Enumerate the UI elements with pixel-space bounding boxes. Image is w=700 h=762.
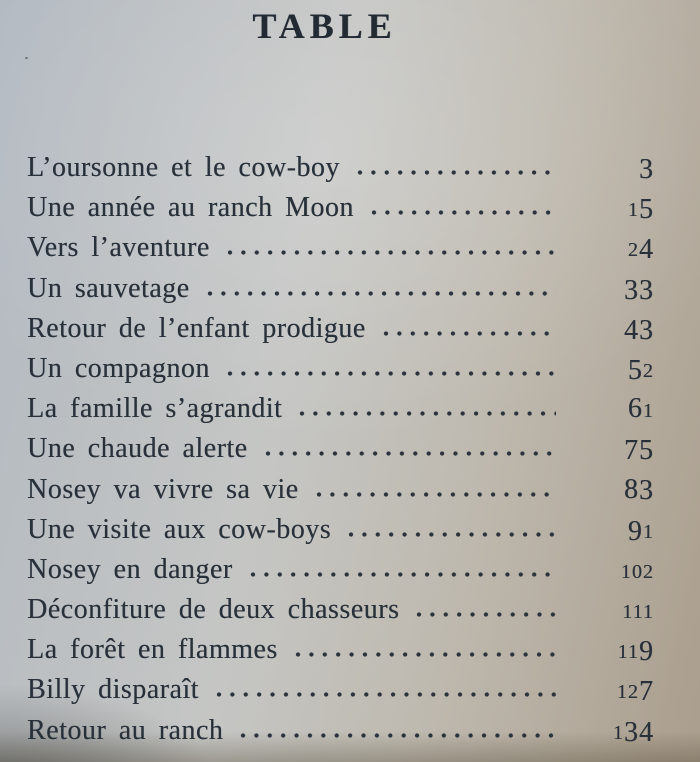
dot-leader — [209, 675, 556, 705]
dot-leader — [292, 394, 556, 424]
dot-leader — [376, 314, 556, 344]
toc-entry-title: Un compagnon — [27, 352, 210, 384]
toc-entry-title: Une année au ranch Moon — [27, 192, 354, 224]
toc-entry-title: La forêt en flammes — [27, 634, 278, 666]
page-title: TABLE — [252, 6, 397, 46]
toc-page-number: 52 — [627, 354, 654, 386]
dot-leader — [409, 595, 556, 625]
toc-page-number: 111 — [622, 601, 654, 624]
toc-page-number: 91 — [627, 515, 654, 547]
toc-row — [27, 515, 654, 555]
toc-page-number: 127 — [616, 676, 654, 708]
toc-entry-title: Vers l’aventure — [27, 232, 210, 264]
toc-page-number: 102 — [620, 560, 654, 583]
toc-page-number: 3 — [639, 153, 654, 185]
toc-page-number: 75 — [624, 435, 654, 467]
toc-row — [27, 555, 654, 595]
dot-leader — [220, 233, 556, 263]
dot-leader — [233, 716, 556, 746]
toc-row — [27, 434, 654, 474]
toc-row — [27, 153, 654, 193]
toc-entry-title: Nosey en danger — [27, 553, 233, 585]
dot-leader — [350, 153, 556, 183]
dot-leader — [288, 635, 556, 665]
toc-row — [27, 595, 654, 635]
toc-entry-title: Nosey va vivre sa vie — [27, 473, 299, 505]
toc-row — [27, 635, 654, 675]
toc-entry-title: La famille s’agrandit — [27, 393, 283, 425]
toc-entry-title: Billy disparaît — [27, 674, 199, 706]
toc-page-number: 83 — [624, 473, 654, 507]
paper-speck — [25, 57, 28, 59]
toc-row — [27, 675, 654, 715]
toc-row — [27, 193, 654, 233]
dot-leader — [220, 354, 556, 384]
toc-page-number: 43 — [624, 314, 654, 346]
toc-row — [27, 716, 654, 756]
toc-page-number: 119 — [617, 636, 654, 668]
toc-row — [27, 274, 654, 314]
toc-row — [27, 314, 654, 354]
toc-entry-title: Une chaude alerte — [27, 433, 248, 465]
dot-leader — [200, 274, 556, 304]
toc-row — [27, 233, 654, 273]
dot-leader — [243, 555, 556, 585]
toc-page-number: 134 — [612, 716, 654, 748]
toc-row — [27, 394, 654, 434]
toc-page-number: 61 — [627, 393, 654, 425]
toc-entry-title: Un sauvetage — [27, 272, 190, 304]
table-of-contents — [27, 153, 654, 756]
dot-leader — [258, 434, 556, 464]
toc-row — [27, 354, 654, 394]
dot-leader — [364, 193, 556, 223]
toc-page-number: 15 — [627, 194, 654, 226]
toc-entry-title: Une visite aux cow-boys — [27, 513, 332, 545]
dot-leader — [341, 515, 556, 545]
toc-entry-title: Retour au ranch — [27, 714, 224, 746]
toc-page-number: 33 — [624, 274, 654, 306]
toc-entry-title: Retour de l’enfant prodigue — [27, 312, 366, 344]
toc-page-number: 24 — [627, 234, 654, 266]
toc-entry-title: L’oursonne et le cow-boy — [27, 152, 340, 183]
dot-leader — [309, 475, 556, 505]
toc-entry-title: Déconfiture de deux chasseurs — [27, 594, 400, 626]
toc-row — [27, 475, 654, 515]
